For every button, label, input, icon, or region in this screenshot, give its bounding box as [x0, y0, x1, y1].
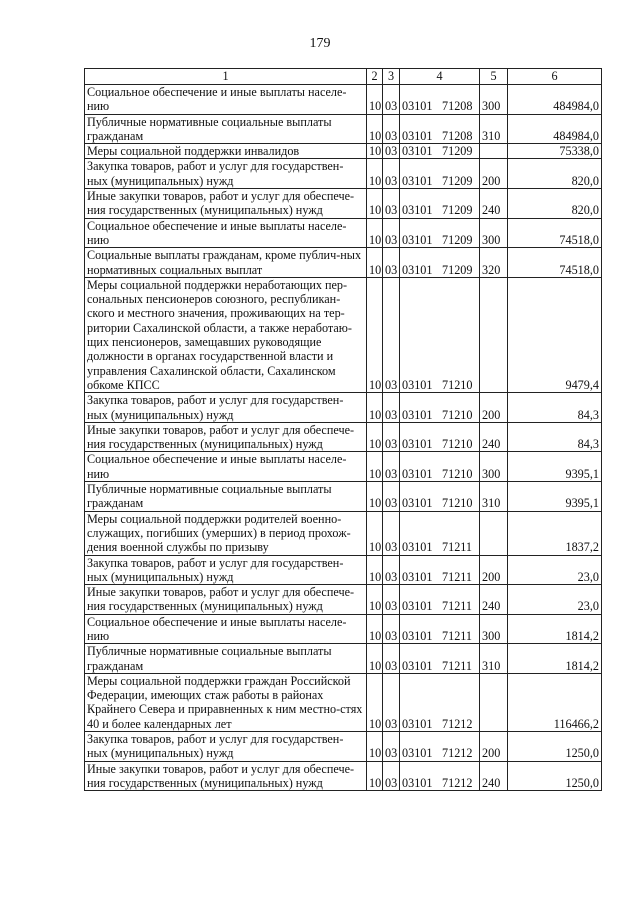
table-row [85, 277, 602, 392]
budget-table [84, 68, 602, 791]
target-article-program-code: 03101 [402, 628, 433, 643]
row-subsection-cell: 03 [383, 511, 400, 555]
row-section-cell: 10 [367, 85, 383, 115]
row-name-cell: Социальное обеспечение и иные выплаты населе-нию [85, 85, 367, 115]
row-target-article-cell [400, 159, 480, 189]
row-subsection-cell: 03 [383, 189, 400, 219]
target-article-program-code: 03101 [402, 746, 433, 761]
row-amount-cell: 9395,1 [508, 452, 602, 482]
table-row [85, 114, 602, 144]
row-expense-type-cell: 300 [480, 85, 508, 115]
row-expense-type-cell: 200 [480, 393, 508, 423]
row-expense-type-cell: 240 [480, 422, 508, 452]
target-article-direction-code: 71210 [442, 407, 473, 422]
target-article-program-code: 03101 [402, 144, 433, 159]
row-section-cell: 10 [367, 555, 383, 585]
column-header-target-article: 4 [400, 69, 480, 85]
table-row [85, 218, 602, 248]
target-article-program-code: 03101 [402, 437, 433, 452]
table-row [85, 732, 602, 762]
row-subsection-cell: 03 [383, 85, 400, 115]
row-amount-cell: 820,0 [508, 189, 602, 219]
row-target-article-cell [400, 144, 480, 159]
row-section-cell: 10 [367, 393, 383, 423]
target-article-program-code: 03101 [402, 232, 433, 247]
row-target-article-cell [400, 422, 480, 452]
row-section-cell: 10 [367, 159, 383, 189]
row-amount-cell: 9479,4 [508, 277, 602, 392]
table-row [85, 144, 602, 159]
target-article-program-code: 03101 [402, 173, 433, 188]
row-subsection-cell: 03 [383, 218, 400, 248]
row-name-cell: Социальные выплаты гражданам, кроме публич-ных нормативных социальных выплат [85, 248, 367, 278]
row-subsection-cell: 03 [383, 159, 400, 189]
row-subsection-cell: 03 [383, 482, 400, 512]
row-subsection-cell: 03 [383, 422, 400, 452]
row-section-cell: 10 [367, 189, 383, 219]
row-amount-cell: 1814,2 [508, 614, 602, 644]
target-article-direction-code: 71210 [442, 377, 473, 392]
row-subsection-cell: 03 [383, 644, 400, 674]
row-expense-type-cell: 310 [480, 114, 508, 144]
row-target-article-cell [400, 644, 480, 674]
row-target-article-cell [400, 585, 480, 615]
target-article-program-code: 03101 [402, 128, 433, 143]
row-expense-type-cell: 240 [480, 189, 508, 219]
target-article-program-code: 03101 [402, 540, 433, 555]
target-article-direction-code: 71211 [442, 569, 473, 584]
target-article-direction-code: 71208 [442, 128, 473, 143]
table-row [85, 482, 602, 512]
row-section-cell: 10 [367, 482, 383, 512]
table-row [85, 614, 602, 644]
row-name-cell: Иные закупки товаров, работ и услуг для обеспече-ния государственных (муниципальных) нужд [85, 761, 367, 791]
row-expense-type-cell: 300 [480, 614, 508, 644]
table-row [85, 452, 602, 482]
row-section-cell: 10 [367, 277, 383, 392]
column-header-name: 1 [85, 69, 367, 85]
row-subsection-cell: 03 [383, 555, 400, 585]
row-expense-type-cell: 200 [480, 159, 508, 189]
row-amount-cell: 23,0 [508, 585, 602, 615]
row-amount-cell: 1814,2 [508, 644, 602, 674]
target-article-direction-code: 71212 [442, 775, 473, 790]
row-subsection-cell: 03 [383, 614, 400, 644]
row-amount-cell: 484984,0 [508, 114, 602, 144]
column-header-subsection: 3 [383, 69, 400, 85]
row-subsection-cell: 03 [383, 248, 400, 278]
row-section-cell: 10 [367, 585, 383, 615]
target-article-program-code: 03101 [402, 262, 433, 277]
row-section-cell: 10 [367, 673, 383, 731]
target-article-direction-code: 71211 [442, 540, 473, 555]
row-section-cell: 10 [367, 511, 383, 555]
table-row [85, 189, 602, 219]
column-header-expense-type: 5 [480, 69, 508, 85]
row-target-article-cell [400, 482, 480, 512]
row-section-cell: 10 [367, 614, 383, 644]
row-subsection-cell: 03 [383, 585, 400, 615]
row-name-cell: Публичные нормативные социальные выплаты гражданам [85, 644, 367, 674]
target-article-direction-code: 71212 [442, 716, 473, 731]
target-article-program-code: 03101 [402, 99, 433, 114]
row-name-cell: Меры социальной поддержки родителей военно-служащих, погибших (умерших) в период прохож-дения военной службы по призыву [85, 511, 367, 555]
row-name-cell: Закупка товаров, работ и услуг для государствен-ных (муниципальных) нужд [85, 732, 367, 762]
row-name-cell: Закупка товаров, работ и услуг для государствен-ных (муниципальных) нужд [85, 159, 367, 189]
row-target-article-cell [400, 614, 480, 644]
row-name-cell: Публичные нормативные социальные выплаты гражданам [85, 482, 367, 512]
row-section-cell: 10 [367, 452, 383, 482]
target-article-program-code: 03101 [402, 466, 433, 481]
row-target-article-cell [400, 277, 480, 392]
row-amount-cell: 75338,0 [508, 144, 602, 159]
table-row [85, 585, 602, 615]
target-article-program-code: 03101 [402, 407, 433, 422]
row-section-cell: 10 [367, 732, 383, 762]
target-article-program-code: 03101 [402, 716, 433, 731]
row-amount-cell: 84,3 [508, 422, 602, 452]
target-article-program-code: 03101 [402, 658, 433, 673]
row-amount-cell: 484984,0 [508, 85, 602, 115]
row-name-cell: Закупка товаров, работ и услуг для государствен-ных (муниципальных) нужд [85, 555, 367, 585]
row-amount-cell: 23,0 [508, 555, 602, 585]
row-target-article-cell [400, 248, 480, 278]
row-target-article-cell [400, 761, 480, 791]
row-name-cell: Меры социальной поддержки неработающих пер-сональных пенсионеров союзного, республикан-ского и местного значения, проживающих на тер-ритории Сахалинской области, а также неработаю-щих пенсионеров, замещавших руководящие должности в органах государственной власти и управления Сахалинской области, Сахалинском обкоме КПСС [85, 277, 367, 392]
table-row [85, 673, 602, 731]
row-section-cell: 10 [367, 422, 383, 452]
row-section-cell: 10 [367, 114, 383, 144]
row-subsection-cell: 03 [383, 761, 400, 791]
row-name-cell: Публичные нормативные социальные выплаты гражданам [85, 114, 367, 144]
row-section-cell: 10 [367, 218, 383, 248]
target-article-direction-code: 71208 [442, 99, 473, 114]
row-name-cell: Меры социальной поддержки граждан Российской Федерации, имеющих стаж работы в районах Крайнего Севера и приравненных к ним местно-стях 40 и более календарных лет [85, 673, 367, 731]
target-article-direction-code: 71211 [442, 599, 473, 614]
row-expense-type-cell: 200 [480, 732, 508, 762]
table-row [85, 511, 602, 555]
row-target-article-cell [400, 555, 480, 585]
table-body [85, 85, 602, 791]
target-article-program-code: 03101 [402, 203, 433, 218]
target-article-direction-code: 71209 [442, 203, 473, 218]
row-expense-type-cell: 310 [480, 644, 508, 674]
row-subsection-cell: 03 [383, 732, 400, 762]
row-expense-type-cell [480, 277, 508, 392]
row-expense-type-cell [480, 144, 508, 159]
row-subsection-cell: 03 [383, 114, 400, 144]
row-target-article-cell [400, 85, 480, 115]
row-section-cell: 10 [367, 761, 383, 791]
row-name-cell: Социальное обеспечение и иные выплаты населе-нию [85, 218, 367, 248]
row-amount-cell: 116466,2 [508, 673, 602, 731]
row-target-article-cell [400, 452, 480, 482]
row-amount-cell: 1837,2 [508, 511, 602, 555]
row-expense-type-cell [480, 673, 508, 731]
target-article-program-code: 03101 [402, 775, 433, 790]
row-subsection-cell: 03 [383, 452, 400, 482]
target-article-program-code: 03101 [402, 496, 433, 511]
row-name-cell: Социальное обеспечение и иные выплаты населе-нию [85, 614, 367, 644]
row-expense-type-cell: 320 [480, 248, 508, 278]
target-article-program-code: 03101 [402, 377, 433, 392]
row-amount-cell: 84,3 [508, 393, 602, 423]
row-amount-cell: 1250,0 [508, 732, 602, 762]
table-row [85, 85, 602, 115]
row-section-cell: 10 [367, 248, 383, 278]
target-article-direction-code: 71211 [442, 658, 473, 673]
row-expense-type-cell [480, 511, 508, 555]
row-expense-type-cell: 300 [480, 452, 508, 482]
row-expense-type-cell: 300 [480, 218, 508, 248]
row-section-cell: 10 [367, 144, 383, 159]
table-row [85, 248, 602, 278]
target-article-direction-code: 71212 [442, 746, 473, 761]
row-amount-cell: 9395,1 [508, 482, 602, 512]
column-header-amount: 6 [508, 69, 602, 85]
table-row [85, 422, 602, 452]
table-row [85, 159, 602, 189]
target-article-direction-code: 71209 [442, 173, 473, 188]
table-row [85, 761, 602, 791]
target-article-direction-code: 71210 [442, 437, 473, 452]
target-article-direction-code: 71211 [442, 628, 473, 643]
row-subsection-cell: 03 [383, 277, 400, 392]
row-target-article-cell [400, 732, 480, 762]
target-article-direction-code: 71210 [442, 496, 473, 511]
table-row [85, 644, 602, 674]
row-expense-type-cell: 200 [480, 555, 508, 585]
row-name-cell: Иные закупки товаров, работ и услуг для обеспече-ния государственных (муниципальных) нужд [85, 189, 367, 219]
row-name-cell: Закупка товаров, работ и услуг для государствен-ных (муниципальных) нужд [85, 393, 367, 423]
table-header-row [85, 69, 602, 85]
row-target-article-cell [400, 218, 480, 248]
target-article-program-code: 03101 [402, 569, 433, 584]
row-subsection-cell: 03 [383, 144, 400, 159]
row-name-cell: Меры социальной поддержки инвалидов [85, 144, 367, 159]
row-amount-cell: 820,0 [508, 159, 602, 189]
row-target-article-cell [400, 393, 480, 423]
table-row [85, 555, 602, 585]
row-section-cell: 10 [367, 644, 383, 674]
row-target-article-cell [400, 511, 480, 555]
row-subsection-cell: 03 [383, 673, 400, 731]
column-header-section: 2 [367, 69, 383, 85]
row-target-article-cell [400, 189, 480, 219]
page-number: 179 [309, 36, 331, 51]
row-expense-type-cell: 240 [480, 761, 508, 791]
row-subsection-cell: 03 [383, 393, 400, 423]
target-article-direction-code: 71209 [442, 262, 473, 277]
row-amount-cell: 74518,0 [508, 218, 602, 248]
row-name-cell: Иные закупки товаров, работ и услуг для обеспече-ния государственных (муниципальных) нужд [85, 585, 367, 615]
target-article-program-code: 03101 [402, 599, 433, 614]
target-article-direction-code: 71210 [442, 466, 473, 481]
row-amount-cell: 1250,0 [508, 761, 602, 791]
row-expense-type-cell: 310 [480, 482, 508, 512]
target-article-direction-code: 71209 [442, 232, 473, 247]
target-article-direction-code: 71209 [442, 144, 473, 159]
row-expense-type-cell: 240 [480, 585, 508, 615]
row-target-article-cell [400, 673, 480, 731]
table-row [85, 393, 602, 423]
row-amount-cell: 74518,0 [508, 248, 602, 278]
row-name-cell: Социальное обеспечение и иные выплаты населе-нию [85, 452, 367, 482]
row-name-cell: Иные закупки товаров, работ и услуг для обеспече-ния государственных (муниципальных) нужд [85, 422, 367, 452]
row-target-article-cell [400, 114, 480, 144]
